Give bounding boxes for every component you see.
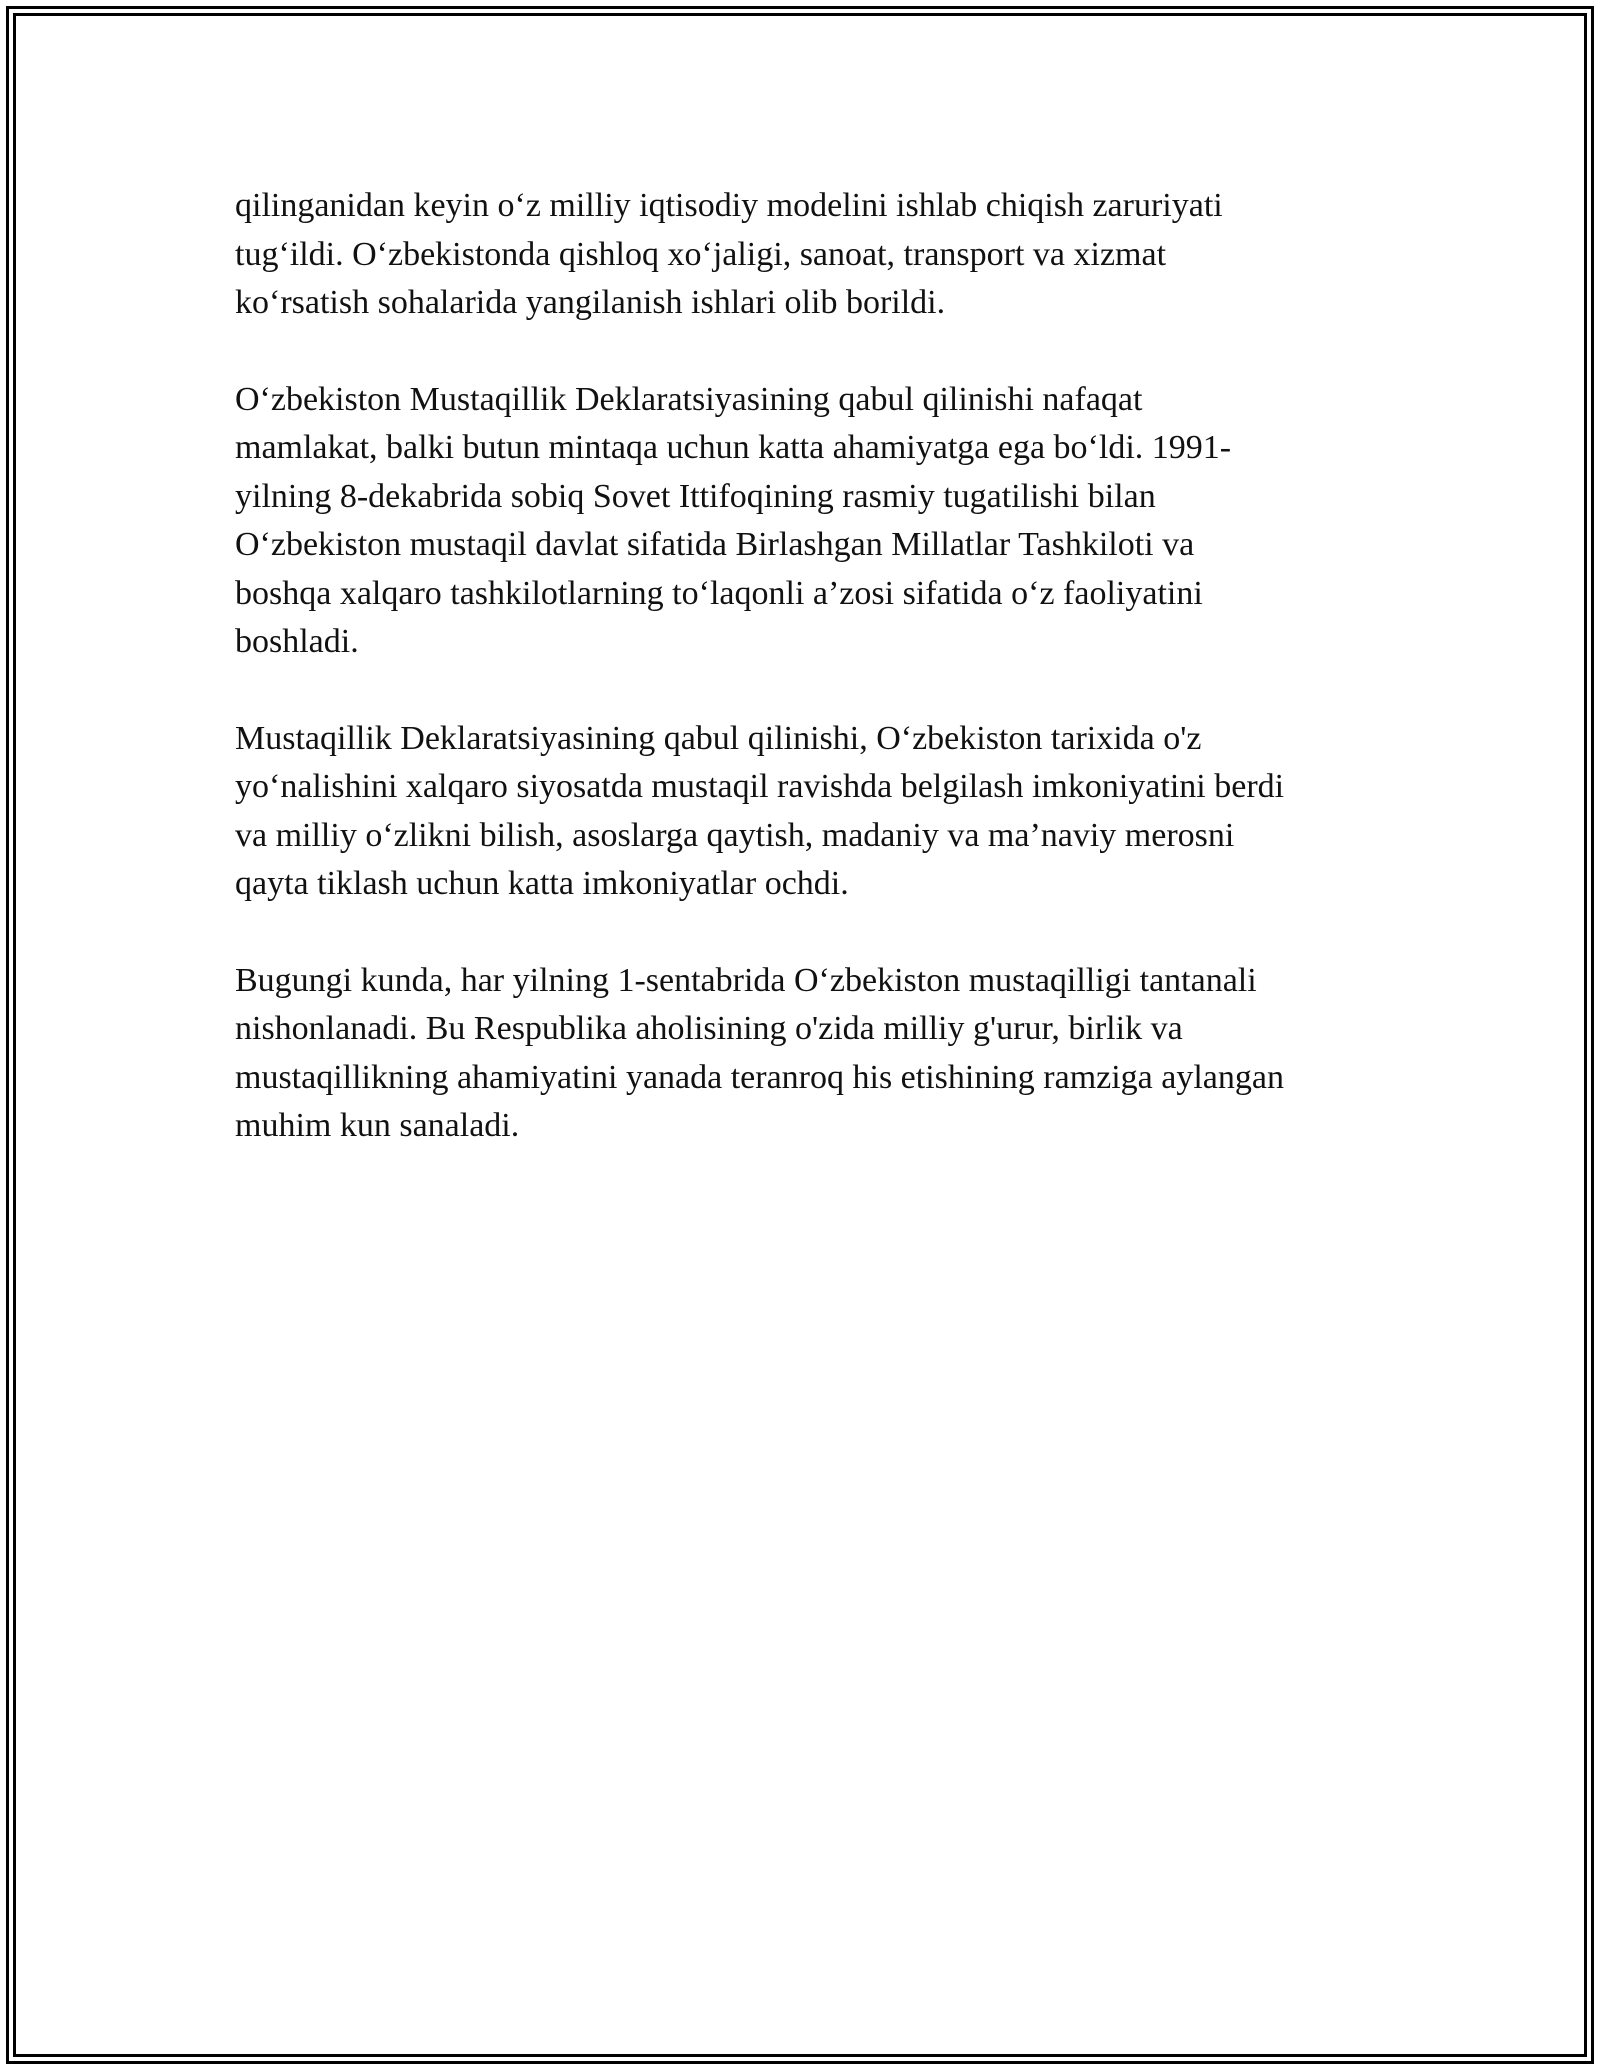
- paragraph-independence-opportunities: Mustaqillik Deklaratsiyasining qabul qilinishi, O‘zbekiston tarixida o'z yo‘nalishini xalqaro siyosatda mustaqil ravishda belgilash imkoniyatini berdi va milliy o‘zlikni bilish, asoslarga qaytish, madaniy va ma’naviy merosni qayta tiklash uchun katta imkoniyatlar ochdi.: [235, 719, 1285, 902]
- document-body: [235, 182, 1385, 1199]
- paragraph-declaration-significance: O‘zbekiston Mustaqillik Deklaratsiyasining qabul qilinishi nafaqat mamlakat, balki butun mintaqa uchun katta ahamiyatga ega bo‘ldi. 1991- yilning 8-dekabrida sobiq Sovet Ittifoqining rasmiy tugatilishi bilan O‘zbekiston mustaqil davlat sifatida Birlashgan Millatlar Tashkiloti va boshqa xalqaro tashkilotlarning to‘laqonli a’zosi sifatida o‘z faoliyatini boshladi.: [235, 380, 1232, 660]
- paragraph-economy: qilinganidan keyin o‘z milliy iqtisodiy modelini ishlab chiqish zaruriyati tug‘ildi. O‘zbekistonda qishloq xo‘jaligi, sanoat, transport va xizmat ko‘rsatish sohalarida yangilanish ishlari olib borildi.: [235, 187, 1223, 321]
- paragraph-independence-day: Bugungi kunda, har yilning 1-sentabrida O‘zbekiston mustaqilligi tantanali nishonlanadi. Bu Respublika aholisining o'zida milliy g'urur, birlik va mustaqillikning ahamiyatini yanada teranroq his etishining ramziga aylangan muhim kun sanaladi.: [235, 961, 1284, 1144]
